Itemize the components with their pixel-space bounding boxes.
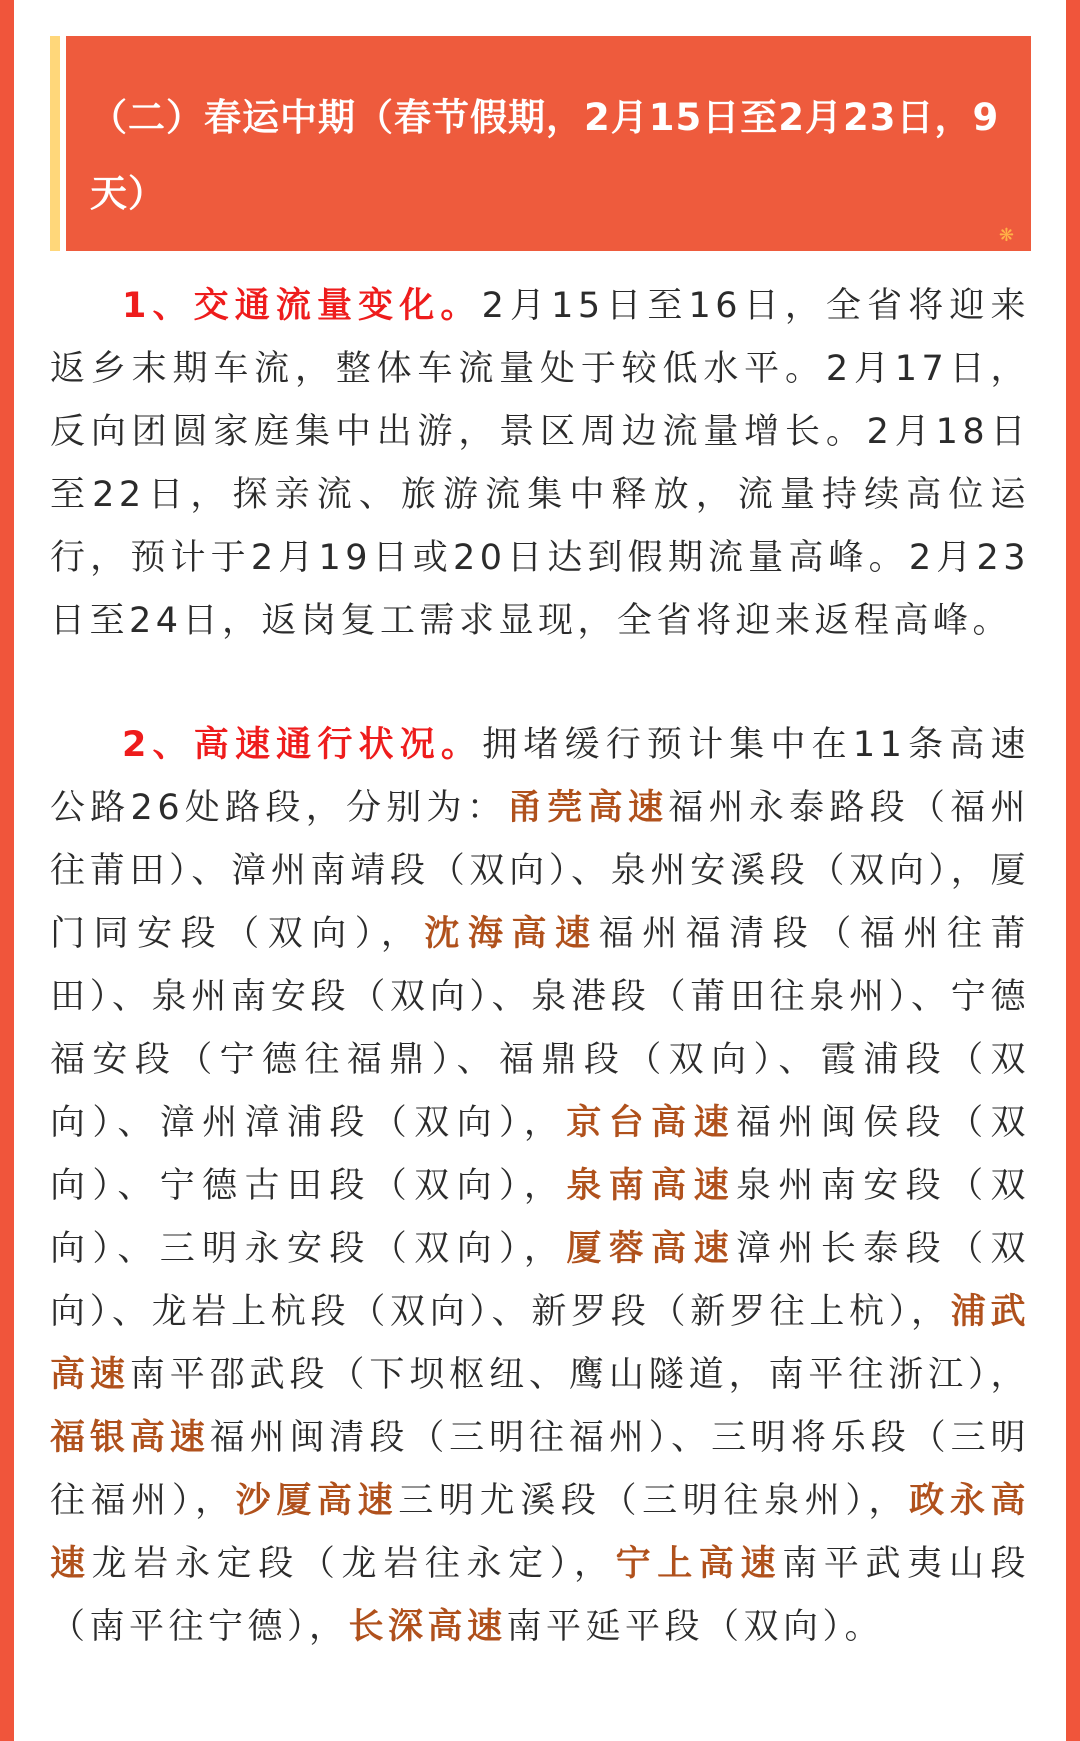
right-border <box>1066 0 1080 1741</box>
paragraph-highway-status <box>50 714 1030 1659</box>
highway-sections: 南平武夷山段（南平往宁德）， <box>50 1544 1030 1647</box>
highway-sections: 福州福清段（福州往莆田）、泉州南安段（双向）、泉港段（莆田往泉州）、宁德福安段（宁德往福鼎）、福鼎段（双向）、霞浦段（双向）、漳州漳浦段（双向）， <box>50 914 1030 1143</box>
article-body <box>50 275 1030 1659</box>
highway-name: 泉南高速 <box>566 1166 737 1206</box>
highway-name: 政永高速 <box>50 1481 1030 1584</box>
highway-name: 宁上高速 <box>615 1544 783 1584</box>
highway-name: 福银高速 <box>50 1418 210 1458</box>
left-border <box>0 0 14 1741</box>
paragraph-traffic-flow <box>50 275 1030 653</box>
section-title: （二）春运中期（春节假期，2月15日至2月23日，9天） <box>90 96 1000 215</box>
paragraph-text: 2月15日至16日，全省将迎来返乡末期车流，整体车流量处于较低水平。2月17日，反向团圆家庭集中出游，景区周边流量增长。2月18日至22日，探亲流、旅游流集中释放，流量持续高位运行，预计于2月19日或20日达到假期流量高峰。2月23日至24日，返岗复工需求显现，全省将迎来返程高峰。 <box>50 286 1031 641</box>
highway-name: 沙厦高速 <box>235 1481 399 1521</box>
highway-sections: 龙岩永定段（龙岩往永定）， <box>91 1544 616 1584</box>
highway-sections: 福州闽侯段（双向）、宁德古田段（双向）， <box>50 1103 1030 1206</box>
highway-name: 沈海高速 <box>424 914 599 954</box>
paragraph-lead: 2、高速通行状况。 <box>122 725 483 765</box>
paragraph-intro: 拥堵缓行预计集中在11条高速公路26处路段，分别为： <box>50 725 1030 828</box>
highway-sections: 福州闽清段（三明往福州）、三明将乐段（三明往福州）， <box>50 1418 1030 1521</box>
highway-sections: 泉州南安段（双向）、三明永安段（双向）， <box>50 1166 1030 1269</box>
highway-sections: 南平延平段（双向）。 <box>506 1607 885 1647</box>
section-header <box>66 36 1031 251</box>
paragraph-lead: 1、交通流量变化。 <box>122 286 482 326</box>
highway-sections: 漳州长泰段（双向）、龙岩上杭段（双向）、新罗段（新罗往上杭）， <box>50 1229 1030 1332</box>
highway-sections: 福州永泰路段（福州往莆田）、漳州南靖段（双向）、泉州安溪段（双向），厦门同安段（双向）， <box>50 788 1030 954</box>
highway-name: 京台高速 <box>566 1103 737 1143</box>
highway-sections: 三明尤溪段（三明往泉州）， <box>398 1481 910 1521</box>
highway-name: 长深高速 <box>348 1607 507 1647</box>
header-accent-bar <box>50 36 60 251</box>
flower-decoration-icon: ❋ <box>998 225 1015 246</box>
highway-name: 厦蓉高速 <box>566 1229 737 1269</box>
highway-name: 甬莞高速 <box>507 788 669 828</box>
highway-name: 浦武高速 <box>50 1292 1030 1395</box>
highway-sections: 南平邵武段（下坝枢纽、鹰山隧道，南平往浙江）， <box>129 1355 1030 1395</box>
